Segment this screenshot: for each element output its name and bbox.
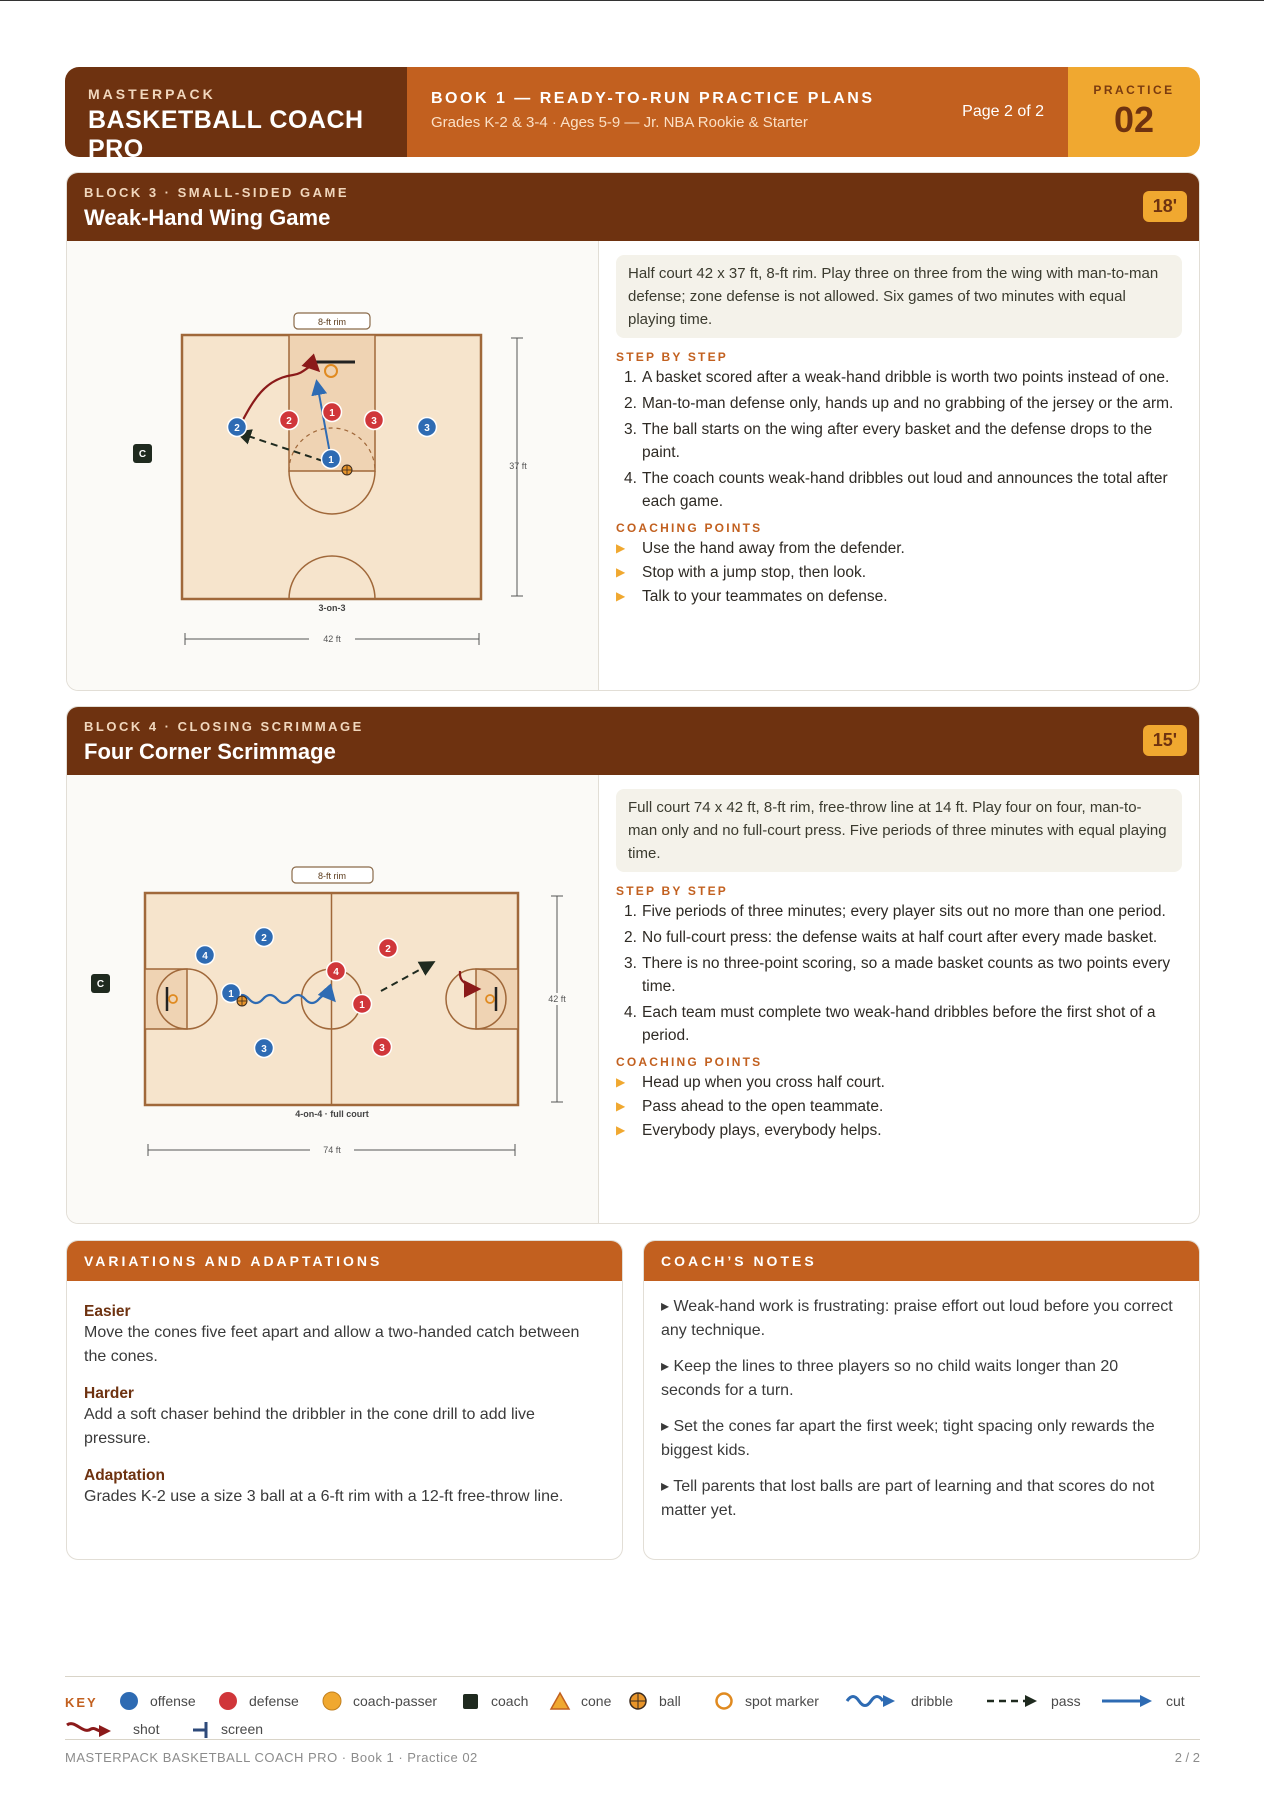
block-category: BLOCK 4 · CLOSING SCRIMMAGE xyxy=(84,719,364,734)
defense-player-2 xyxy=(379,939,398,958)
key-divider xyxy=(65,1676,1200,1677)
step-item: 3. The ball starts on the wing after every basket and the defense drops to the paint. xyxy=(624,421,1153,461)
spot-marker-icon xyxy=(712,1689,736,1713)
key-spot-marker: spot marker xyxy=(712,1689,819,1713)
brand-title: BASKETBALL COACH PRO xyxy=(88,106,364,157)
footer-page: 2 / 2 xyxy=(1174,1750,1200,1765)
key-offense: offense xyxy=(117,1689,196,1713)
steps-heading: STEP BY STEP xyxy=(616,884,728,898)
offense-player-2 xyxy=(255,928,274,947)
svg-text:2: 2 xyxy=(286,416,292,427)
ball-icon xyxy=(626,1689,650,1713)
offense-player-1 xyxy=(322,450,341,469)
variation-text: Move the cones five feet apart and allow a two-handed catch between the cones. xyxy=(84,1324,580,1365)
ball-icon xyxy=(342,465,352,475)
page-indicator: Page 2 of 2 xyxy=(962,103,1044,120)
offense-icon xyxy=(117,1689,141,1713)
svg-text:2: 2 xyxy=(234,423,240,434)
step-item: 2. No full-court press: the defense waits at half court after every made basket. xyxy=(624,929,1158,946)
variations-title: VARIATIONS AND ADAPTATIONS xyxy=(67,1241,622,1281)
step-item: 2. Man-to-man defense only, hands up and no grabbing of the jersey or the arm. xyxy=(624,395,1174,412)
coaching-points-heading: COACHING POINTS xyxy=(616,1055,763,1069)
block-title: Weak-Hand Wing Game xyxy=(84,205,331,230)
coach-icon xyxy=(458,1689,482,1713)
triangle-bullet-icon: ▶ xyxy=(616,589,626,603)
steps-heading: STEP BY STEP xyxy=(616,350,728,364)
svg-text:1: 1 xyxy=(359,1000,365,1011)
practice-badge xyxy=(1068,67,1200,157)
triangle-bullet-icon: ▶ xyxy=(616,1099,626,1113)
coaching-point: ▶ Head up when you cross half court. xyxy=(616,1071,1182,1094)
coaching-point: ▶ Pass ahead to the open teammate. xyxy=(616,1095,1182,1118)
rim-label: 8-ft rim xyxy=(318,871,346,881)
note-item: ▸ Keep the lines to three players so no child waits longer than 20 seconds for a turn. xyxy=(661,1358,1119,1399)
variation-heading: Easier xyxy=(84,1303,131,1320)
defense-player-3 xyxy=(373,1038,392,1057)
rim-label: 8-ft rim xyxy=(318,317,346,327)
triangle-bullet-icon: ▶ xyxy=(616,1123,626,1137)
svg-text:1: 1 xyxy=(228,989,234,1000)
defense-icon xyxy=(216,1689,240,1713)
half-court-diagram xyxy=(67,241,599,690)
format-label: 4-on-4 · full court xyxy=(295,1109,369,1119)
practice-label: PRACTICE xyxy=(1093,83,1175,97)
triangle-bullet-icon: ▶ xyxy=(616,541,626,555)
variations-body xyxy=(67,1281,622,1547)
key-coach: coach xyxy=(458,1689,528,1713)
full-court-diagram xyxy=(67,775,599,1223)
block-4-diagram xyxy=(67,775,599,1223)
page-header xyxy=(65,67,1200,157)
key-cut: cut xyxy=(1100,1689,1185,1713)
defense-player-1 xyxy=(353,995,372,1014)
triangle-bullet-icon: ▶ xyxy=(616,565,626,579)
key-dribble: dribble xyxy=(845,1689,953,1713)
triangle-bullet-icon: ▶ xyxy=(616,1075,626,1089)
shot-icon xyxy=(65,1717,115,1741)
svg-text:2: 2 xyxy=(385,944,391,955)
coaching-point: ▶ Everybody plays, everybody helps. xyxy=(616,1119,1182,1142)
defense-player-3 xyxy=(365,411,384,430)
offense-player-2 xyxy=(228,418,247,437)
offense-player-3 xyxy=(255,1039,274,1058)
cut-icon xyxy=(1100,1689,1156,1713)
coaching-points-list xyxy=(616,1071,1182,1142)
offense-player-3 xyxy=(418,418,437,437)
coach-label: C xyxy=(96,979,105,990)
defense-player-2 xyxy=(280,411,299,430)
step-item: 3. There is no three-point scoring, so a made basket counts as two points every time. xyxy=(624,955,1171,995)
book-title: BOOK 1 — READY-TO-RUN PRACTICE PLANS xyxy=(431,90,875,107)
block-3-diagram xyxy=(67,241,599,690)
key-pass: pass xyxy=(985,1689,1081,1713)
svg-text:1: 1 xyxy=(329,408,335,419)
coaching-points-list xyxy=(616,537,1182,608)
cone-icon xyxy=(548,1689,572,1713)
step-item: 4. Each team must complete two weak-hand dribbles before the first shot of a period. xyxy=(624,1004,1156,1044)
coach-passer-icon xyxy=(320,1689,344,1713)
coaching-points-heading: COACHING POINTS xyxy=(616,521,763,535)
brand-small: MASTERPACK xyxy=(88,86,216,102)
width-label: 74 ft xyxy=(323,1145,341,1155)
block-4 xyxy=(66,706,1200,1224)
height-label: 42 ft xyxy=(548,994,566,1004)
svg-text:1: 1 xyxy=(328,455,334,466)
block-3-header xyxy=(67,173,1199,241)
coaching-point: ▶ Use the hand away from the defender. xyxy=(616,537,1182,560)
key-screen: screen xyxy=(191,1717,263,1741)
coaching-point: ▶ Stop with a jump stop, then look. xyxy=(616,561,1182,584)
coaching-point: ▶ Talk to your teammates on defense. xyxy=(616,585,1182,608)
note-item: ▸ Set the cones far apart the first week; tight spacing only rewards the biggest kids. xyxy=(661,1418,1155,1459)
footer-text: MASTERPACK BASKETBALL COACH PRO · Book 1 · Practice 02 xyxy=(65,1750,478,1765)
key-coach-passer: coach-passer xyxy=(320,1689,437,1713)
block-title: Four Corner Scrimmage xyxy=(84,739,336,764)
top-rule xyxy=(0,0,1264,1)
key-ball: ball xyxy=(626,1689,681,1713)
coach-notes-card xyxy=(643,1240,1200,1560)
block-4-header xyxy=(67,707,1199,775)
defense-player-1 xyxy=(323,403,342,422)
key-cone: cone xyxy=(548,1689,611,1713)
brand-panel xyxy=(65,67,407,157)
notes-body xyxy=(644,1281,1199,1549)
variation-text: Add a soft chaser behind the dribbler in the cone drill to add live pressure. xyxy=(84,1406,535,1447)
step-item: 4. The coach counts weak-hand dribbles out loud and announces the total after each game. xyxy=(624,470,1168,510)
block-3 xyxy=(66,172,1200,691)
defense-player-4 xyxy=(327,962,346,981)
setup-description: Half court 42 x 37 ft, 8-ft rim. Play three on three from the wing with man-to-man defense; zone defense is not allowed. Six games of two minutes with equal playing time. xyxy=(616,255,1182,338)
svg-text:2: 2 xyxy=(261,933,267,944)
step-item: 1. A basket scored after a weak-hand dribble is worth two points instead of one. xyxy=(624,369,1170,386)
variations-card xyxy=(66,1240,623,1560)
ball-icon xyxy=(237,996,247,1006)
svg-text:4: 4 xyxy=(202,951,208,962)
duration-badge: 18' xyxy=(1143,191,1187,222)
variation-heading: Harder xyxy=(84,1385,134,1402)
book-subtitle: Grades K-2 & 3-4 · Ages 5-9 — Jr. NBA Rookie & Starter xyxy=(431,114,808,131)
variation-text: Grades K-2 use a size 3 ball at a 6-ft rim with a 12-ft free-throw line. xyxy=(84,1488,564,1505)
svg-text:3: 3 xyxy=(379,1043,385,1054)
offense-player-4 xyxy=(196,946,215,965)
block-category: BLOCK 3 · SMALL-SIDED GAME xyxy=(84,185,350,200)
block-3-text xyxy=(599,241,1199,690)
setup-description: Full court 74 x 42 ft, 8-ft rim, free-throw line at 14 ft. Play four on four, man-to-man only and no full-court press. Five periods of three minutes with equal playing time. xyxy=(616,789,1182,872)
svg-text:3: 3 xyxy=(371,416,377,427)
key-defense: defense xyxy=(216,1689,299,1713)
steps-list xyxy=(616,366,1182,513)
notes-title: COACH’S NOTES xyxy=(644,1241,1199,1281)
svg-text:3: 3 xyxy=(261,1044,267,1055)
pass-icon xyxy=(985,1689,1041,1713)
book-panel xyxy=(407,67,1068,157)
width-label: 42 ft xyxy=(323,634,341,644)
variation-heading: Adaptation xyxy=(84,1467,165,1484)
format-label: 3-on-3 xyxy=(318,603,346,613)
block-4-text xyxy=(599,775,1199,1223)
duration-badge: 15' xyxy=(1143,725,1187,756)
note-item: ▸ Weak-hand work is frustrating: praise effort out loud before you correct any technique. xyxy=(661,1298,1173,1339)
note-item: ▸ Tell parents that lost balls are part of learning and that scores do not matter yet. xyxy=(661,1478,1155,1519)
key-shot: shot xyxy=(65,1717,159,1741)
steps-list xyxy=(616,900,1182,1047)
dribble-icon xyxy=(845,1689,901,1713)
svg-text:3: 3 xyxy=(424,423,430,434)
key-label: KEY xyxy=(65,1695,98,1710)
height-label: 37 ft xyxy=(509,461,527,471)
footer-divider xyxy=(65,1739,1200,1740)
svg-text:4: 4 xyxy=(333,967,339,978)
practice-number: 02 xyxy=(1113,99,1155,140)
step-item: 1. Five periods of three minutes; every player sits out no more than one period. xyxy=(624,903,1166,920)
screen-icon xyxy=(191,1717,215,1741)
coach-label: C xyxy=(138,449,147,460)
